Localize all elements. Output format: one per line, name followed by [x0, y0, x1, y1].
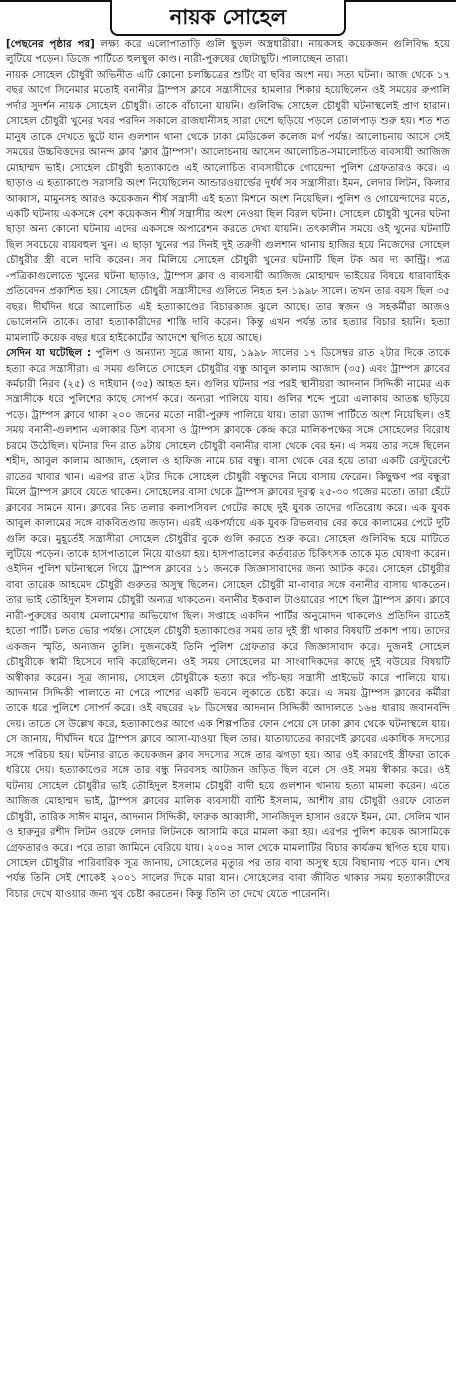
headline-rule-right [346, 0, 456, 2]
body-paragraph-1: নায়ক সোহেল চৌধুরী অভিনীত এটি কোনো চলচ্চিত্রের শুটিং বা ছবির অংশ নয়। সত্য ঘটনা। আজ থেকে ১৭ বছর আগে সিনেমার মতোই বনানীর ট্রাম্পস ক্লাবে সন্ত্রাসীদের হামলার শিকার হয়েছিলেন ওই সময়ের রুপালি পর্দার সুদর্শন নায়ক সোহেল চৌধুরী। তাকে বাঁচানো যায়নি। গুলিবিদ্ধ সোহেল চৌধুরী ঘটনাস্থলেই প্রাণ হারান। সোহেল চৌধুরী খুনের খবর পরদিন সকালে রাজধানীসহ সারা দেশে ছড়িয়ে পড়লে তোলপাড় শুরু হয়। শত শত মানুষ তাকে দেখতে ছুটে যান গুলশান থানা থেকে ঢাকা মেডিকেল কলেজ মর্গ পর্যন্ত। আলোচনায় আসে সেই সময়ের উচ্চবিত্তদের আনন্দ ক্লাব 'ক্লাব ট্রাম্পস'। আলোচনায় আসেন আলোচিত-সমালোচিত ব্যবসায়ী আজিজ মোহাম্মদ ভাই। সোহেল চৌধুরী হত্যাকাণ্ডে এই আলোচিত ব্যবসায়ীকে গোয়েন্দা পুলিশ গ্রেফতারও করে। এ ছাড়াও এ হত্যাকাণ্ডে সরাসরি অংশ নিয়েছিলেন আন্ডারওয়ার্ল্ডের দুর্ধর্ষ সব সন্ত্রাসীরা। ইমন, লেদার লিটন, কিলার আব্বাস, মামুনসহ আরও কয়েকজন শীর্ষ সন্ত্রাসী এই হত্যা মিশনে অংশ নিয়েছিল। পুলিশ ও গোয়েন্দাদের মতে, একটি ঘটনায় একসঙ্গে বেশ কয়েকজন শীর্ষ সন্ত্রাসীর অংশ নেওয়া ছিল বিরল ঘটনা। সোহেল চৌধুরী খুনের ঘটনা ছাড়া অন্য কোনো ঘটনায় এদের একসঙ্গে অপারেশন করতে দেখা যায়নি। তৎকালীন সময়ে ওই খুনের ঘটনাটি ছিল সবচেয়ে ব্যয়বহুল খুন। এ ছাড়া খুনের পর দিনই দুই তরুণী গুলশান থানায় হাজির হয়ে নিজেদের সোহেল চৌধুরীর স্ত্রী বলে দাবি করেন। সব মিলিয়ে সোহেল চৌধুরী খুনের ঘটনাটি ছিল টক অব দ্য কান্ট্রি। পত্র -পত্রিকাগুলোতে খুনের ঘটনা ছাড়াও, ট্রাম্পস ক্লাব ও ব্যবসায়ী আজিজ মোহাম্মদ ভাইয়ের বিষয়ে ধারাবাহিক প্রতিবেদন প্রকাশিত হয়। সোহেল চৌধুরী সন্ত্রাসীদের গুলিতে নিহত হন ১৯৯৮ সালে। তখন তার বয়স ছিল ৩৫ বছর। দীর্ঘদিন ধরে আলোচিত এই হত্যাকাণ্ডের বিচারকাজ ঝুলে আছে। তার স্বজন ও সহকর্মীরা আজও ভোলেননি তাকে। তারা হত্যাকারীদের শাস্তি দাবি করেন। কিন্তু এখন পর্যন্ত তার হত্যার বিচার হয়নি। হত্যা মামলাটি কয়েক বছর ধরে হাইকোর্টের আদেশে স্থগিত হয়ে আছে। [6, 69, 450, 344]
headline-title: নায়ক সোহেল [169, 4, 287, 29]
body-paragraph-2 [6, 346, 450, 902]
headline-rule-left [0, 0, 110, 2]
headline-banner [0, 0, 456, 40]
article-body [6, 37, 450, 902]
body-paragraph-2-text: পুলিশ ও অন্যান্য সূত্রে জানা যায়, ১৯৯৮ সালের ১৭ ডিসেম্বর রাত ২টার দিকে তাকে হত্যা করে সন্ত্রাসীরা। এ সময় গুলিতে সোহেল চৌধুরীর বন্ধু আবুল কালাম আজাদ (৩৫) এবং ট্রাম্পস ক্লাবের কর্মচারী নিরব (২৫) ও দাইয়ান (৩৫) আহত হন। গুলির ঘটনার পর পরই স্থানীয়রা আদনান সিদ্দিকী নামের এক সন্ত্রাসীকে ধরে পুলিশের কাছে সোপর্দ করে। অন্যরা পালিয়ে যায়। গুলির শব্দে পুরো এলাকায় আতঙ্ক ছড়িয়ে পড়ে। ট্রাম্পস ক্লাবে থাকা ২০০ জনের মতো নারী-পুরুষ পালিয়ে যায়। তারা ড্যান্স পার্টিতে অংশ নিয়েছিল। ওই সময় বনানী-গুলশান এলাকার ডিশ ব্যবসা ও ট্রাম্পস ক্লাবকে কেন্দ্র করে মালিকপক্ষের সঙ্গে সোহেলের বিরোধ চরমে উঠেছিল। ঘটনার দিন রাত ৯টায় সোহেল চৌধুরী বনানীর বাসা থেকে বের হন। এ সময় তার সঙ্গে ছিলেন শহীদ, আবুল কালাম আজাদ, হেলাল ও হাফিজ নামে চার বন্ধু। বাসা থেকে বের হয়ে তারা একটি রেস্টুরেন্টে রাতের খাবার খান। এরপর রাত ২টার দিকে সোহেল চৌধুরী বন্ধুদের নিয়ে বাসায় ফেরেন। কিছুক্ষণ পর বন্ধুরা মিলে ট্রাম্পস ক্লাবে যেতে থাকেন। সোহেলের বাসা থেকে ট্রাম্পস ক্লাবের দূরত্ব ২৫-৩০ গজের মতো। তারা হেঁটে ক্লাবের সামনে যান। ক্লাবের নিচ তলার কলাপসিবল গেটের কাছে দুই যুবক তাদের গতিরোধ করে। এক যুবক আবুল কালামের সঙ্গে বাকবিতণ্ডায় জড়ান। এরই একপর্যায়ে এক যুবক রিভলবার বের করে কালামের পেটে দুটি গুলি করে। মুহূর্তেই সন্ত্রাসীরা সোহেল চৌধুরীর বুকে গুলি করতে শুরু করে। সোহেল গুলিবিদ্ধ হয়ে মাটিতে লুটিয়ে পড়েন। তাকে হাসপাতালে নিয়ে যাওয়া হয়। হাসপাতালের কর্তব্যরত চিকিৎসক তাকে মৃত ঘোষণা করেন। ওইদিন পুলিশ ঘটনাস্থলে গিয়ে ট্রাম্পস ক্লাবের ১১ জনকে জিজ্ঞাসাবাদের জন্য আটক করে। সোহেল চৌধুরীর বাবা তারেক আহমেদ চৌধুরী গুরুতর অসুস্থ ছিলেন। সোহেল চৌধুরী মা-বাবার সঙ্গে বনানীর বাসায় থাকতেন। তার ভাই তৌহিদুল ইসলাম চৌধুরী অন্যত্র থাকতেন। বনানীর ইকবাল টাওয়ারের পাশে ছিল ট্রাম্পস ক্লাব। ক্লাবে নারী-পুরুষের অবাধ মেলামেশার অভিযোগ ছিল। সপ্তাহে একদিন পার্টির অনুমোদন থাকলেও প্রতিদিন রাতেই হতো পার্টি। চলত ভোর পর্যন্ত। সোহেল চৌধুরী হত্যাকাণ্ডের সময় তার দুই স্ত্রী থাকার বিষয়টি প্রকাশ পায়। তাদের একজন স্মৃতি, অন্যজন তুলি। দুজনকেই তিনি পুলিশ গ্রেফতার করে জিজ্ঞাসাবাদ করে। দুজনই সোহেল চৌধুরীকে স্বামী হিসেবে দাবি করেছিলেন। ওই সময় সোহেলের মা সাংবাদিকদের কাছে দুই বউয়ের বিষয়টি অস্বীকার করেন। সূত্র জানায়, সোহেল চৌধুরীকে হত্যা করে পাঁচ-ছয় সন্ত্রাসী প্রাইভেট কারে পালিয়ে যায়। আদনান সিদ্দিকী পালাতে না পেরে পাশের একটি ভবনে লুকাতে চেষ্টা করে। এ সময় ট্রাম্পস ক্লাবের কর্মীরা তাকে ধরে পুলিশে সোপর্দ করে। ওই বছরের ২৮ ডিসেম্বর আদনান সিদ্দিকী আদালতে ১৬৪ ধারায় জবানবন্দি দেয়। তাতে সে উল্লেখ করে, হত্যাকাণ্ডের আগে এক শিল্পপতির ফোন পেয়ে সে ঢাকা ক্লাব থেকে ঘটনাস্থলে যায়। সে জানায়, দীর্ঘদিন ধরে ট্রাম্পস ক্লাবে আসা-যাওয়া ছিল তার। যাতায়াতের কারণেই ক্লাবের একাধিক সদস্যের সঙ্গে পরিচয় হয়। ঘটনার রাতে কয়েকজন ক্লাব সদস্যের সঙ্গে তার ঝগড়া হয়। আর ওই কারণেই স্ত্রীফরা তাকে ধরিয়ে দেয়। হত্যাকাণ্ডের সঙ্গে তার বন্ধু নিরবসহ আটজন জড়িত ছিল বলে সে ওই সময় স্বীকার করে। ওই ঘটনায় সোহেল চৌধুরীর ভাই তৌহিদুল ইসলাম চৌধুরী বাদী হয়ে গুলশান থানায় হত্যা মামলা করেন। এতে আজিজ মোহাম্মদ ভাই, ট্রাম্পস ক্লাবের মালিক ব্যবসায়ী বান্টি ইসলাম, আশীষ রায় চৌধুরী ওরফে বোতল চৌধুরী, তারিক সাঈদ মামুন, আদনান সিদ্দিকী, ফারুক আব্বাসী, সানজিদুল হাসান ওরফে ইমন, মো. সেলিম খান ও হারুনুর রশীদ লিটন ওরফে লেদার লিটনকে আসামি করে মামলা করা হয়। এরপর পুলিশ কয়েক আসামিকে গ্রেফতারও করে। পরে তারা জামিনে বেরিয়ে যায়। ২০০৪ সাল থেকে মামলাটির বিচার কার্যক্রম স্থগিত হয়ে যায়। সোহেল চৌধুরীর পারিবারিক সূত্র জানায়, সোহেলের মৃত্যুর পর তার বাবা অসুস্থ হয়ে বিছানায় পড়ে যান। শেষ পর্যন্ত তিনি সেই শোকেই ২০০১ সালের দিকে মারা যান। সোহেলের বাবা জীবিত থাকার সময় হত্যাকারীদের বিচার দেখে যাওয়ার জন্য খুব চেষ্টা করতেন। কিন্তু তিনি তা দেখে যেতে পারেননি। [6, 348, 450, 900]
section-heading: সেদিন যা ঘটেছিল : [6, 348, 92, 360]
intro-paragraph [6, 37, 450, 68]
continued-from-label: [পেছনের পৃষ্ঠার পর] [6, 39, 95, 50]
headline-box [110, 0, 346, 36]
intro-text: লক্ষ্য করে এলোপাতাড়ি গুলি ছুড়ল অস্ত্রধারীরা। নায়কসহ কয়েকজন গুলিবিদ্ধ হয়ে লুটিয়ে পড়েন। ডিজে পার্টিতে হুলস্থুল কাণ্ড। নারী-পুরুষের ছোটাছুটি। পালাচ্ছেন তারা। [6, 39, 450, 66]
